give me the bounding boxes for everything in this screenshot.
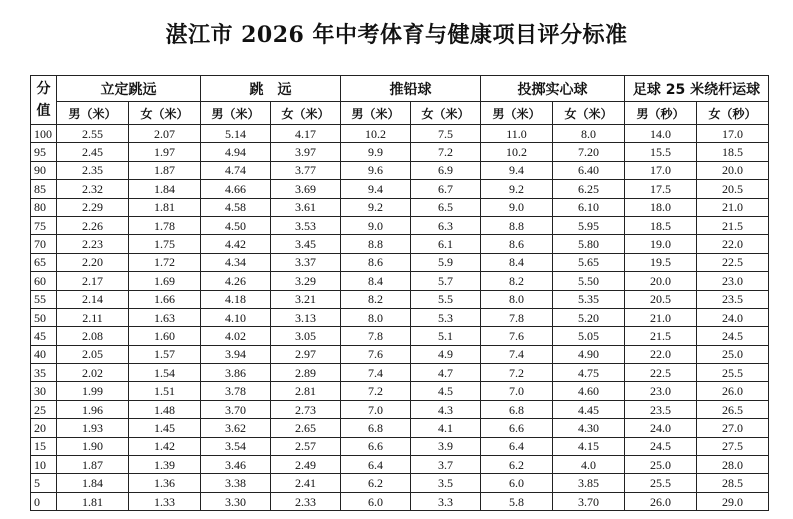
long-jump-male-cell: 5.14 bbox=[201, 125, 271, 143]
long-jump-female-cell: 2.41 bbox=[271, 474, 341, 492]
standing-long-jump-female-cell: 2.07 bbox=[129, 125, 201, 143]
table-row bbox=[31, 419, 769, 437]
medicine-ball-male-cell: 6.0 bbox=[481, 474, 553, 492]
long-jump-female-cell: 3.29 bbox=[271, 272, 341, 290]
table-row bbox=[31, 161, 769, 179]
sub-header-female: 女（米） bbox=[129, 102, 201, 125]
score-cell: 75 bbox=[31, 216, 57, 234]
football-dribble-male-cell: 15.5 bbox=[625, 143, 697, 161]
long-jump-female-cell: 2.65 bbox=[271, 419, 341, 437]
standing-long-jump-female-cell: 1.78 bbox=[129, 216, 201, 234]
medicine-ball-male-cell: 9.4 bbox=[481, 161, 553, 179]
medicine-ball-female-cell: 7.20 bbox=[553, 143, 625, 161]
medicine-ball-male-cell: 5.8 bbox=[481, 492, 553, 510]
score-header-char-2: 值 bbox=[36, 103, 51, 119]
shot-put-female-cell: 4.9 bbox=[411, 345, 481, 363]
standing-long-jump-female-cell: 1.45 bbox=[129, 419, 201, 437]
shot-put-male-cell: 6.4 bbox=[341, 456, 411, 474]
long-jump-male-cell: 4.18 bbox=[201, 290, 271, 308]
medicine-ball-male-cell: 8.0 bbox=[481, 290, 553, 308]
medicine-ball-female-cell: 6.40 bbox=[553, 161, 625, 179]
event-header-standing-long-jump: 立定跳远 bbox=[57, 76, 201, 102]
sub-header-male: 男（米） bbox=[481, 102, 553, 125]
football-dribble-male-cell: 23.5 bbox=[625, 400, 697, 418]
standing-long-jump-female-cell: 1.33 bbox=[129, 492, 201, 510]
long-jump-male-cell: 4.66 bbox=[201, 180, 271, 198]
long-jump-male-cell: 3.62 bbox=[201, 419, 271, 437]
standing-long-jump-male-cell: 2.32 bbox=[57, 180, 129, 198]
standing-long-jump-female-cell: 1.97 bbox=[129, 143, 201, 161]
standing-long-jump-female-cell: 1.69 bbox=[129, 272, 201, 290]
long-jump-female-cell: 2.89 bbox=[271, 364, 341, 382]
football-dribble-female-cell: 23.0 bbox=[697, 272, 769, 290]
long-jump-male-cell: 3.38 bbox=[201, 474, 271, 492]
football-dribble-male-cell: 25.0 bbox=[625, 456, 697, 474]
medicine-ball-male-cell: 8.6 bbox=[481, 235, 553, 253]
medicine-ball-male-cell: 9.2 bbox=[481, 180, 553, 198]
football-dribble-female-cell: 17.0 bbox=[697, 125, 769, 143]
sub-header-female: 女（米） bbox=[271, 102, 341, 125]
football-dribble-female-cell: 28.0 bbox=[697, 456, 769, 474]
sub-header-female: 女（米） bbox=[553, 102, 625, 125]
standing-long-jump-male-cell: 2.08 bbox=[57, 327, 129, 345]
standing-long-jump-male-cell: 2.26 bbox=[57, 216, 129, 234]
football-dribble-male-cell: 14.0 bbox=[625, 125, 697, 143]
long-jump-male-cell: 3.30 bbox=[201, 492, 271, 510]
medicine-ball-male-cell: 8.8 bbox=[481, 216, 553, 234]
shot-put-male-cell: 6.8 bbox=[341, 419, 411, 437]
football-dribble-female-cell: 22.5 bbox=[697, 253, 769, 271]
shot-put-male-cell: 8.8 bbox=[341, 235, 411, 253]
standing-long-jump-male-cell: 2.17 bbox=[57, 272, 129, 290]
medicine-ball-female-cell: 3.85 bbox=[553, 474, 625, 492]
football-dribble-female-cell: 26.5 bbox=[697, 400, 769, 418]
standing-long-jump-male-cell: 1.99 bbox=[57, 382, 129, 400]
scoring-standard-table bbox=[30, 75, 769, 511]
shot-put-female-cell: 4.1 bbox=[411, 419, 481, 437]
standing-long-jump-female-cell: 1.84 bbox=[129, 180, 201, 198]
score-cell: 85 bbox=[31, 180, 57, 198]
long-jump-female-cell: 2.33 bbox=[271, 492, 341, 510]
table-row bbox=[31, 345, 769, 363]
table-row bbox=[31, 400, 769, 418]
long-jump-female-cell: 2.49 bbox=[271, 456, 341, 474]
shot-put-male-cell: 8.4 bbox=[341, 272, 411, 290]
football-dribble-male-cell: 18.0 bbox=[625, 198, 697, 216]
football-dribble-male-cell: 19.0 bbox=[625, 235, 697, 253]
long-jump-male-cell: 4.50 bbox=[201, 216, 271, 234]
long-jump-male-cell: 4.34 bbox=[201, 253, 271, 271]
long-jump-male-cell: 4.26 bbox=[201, 272, 271, 290]
table-row bbox=[31, 437, 769, 455]
medicine-ball-male-cell: 7.2 bbox=[481, 364, 553, 382]
long-jump-female-cell: 3.61 bbox=[271, 198, 341, 216]
medicine-ball-male-cell: 7.0 bbox=[481, 382, 553, 400]
medicine-ball-female-cell: 3.70 bbox=[553, 492, 625, 510]
standing-long-jump-female-cell: 1.87 bbox=[129, 161, 201, 179]
table-row bbox=[31, 364, 769, 382]
long-jump-female-cell: 3.97 bbox=[271, 143, 341, 161]
shot-put-male-cell: 8.2 bbox=[341, 290, 411, 308]
table-row bbox=[31, 492, 769, 510]
score-cell: 100 bbox=[31, 125, 57, 143]
table-row bbox=[31, 290, 769, 308]
football-dribble-female-cell: 27.0 bbox=[697, 419, 769, 437]
football-dribble-male-cell: 17.0 bbox=[625, 161, 697, 179]
medicine-ball-female-cell: 5.50 bbox=[553, 272, 625, 290]
long-jump-female-cell: 2.81 bbox=[271, 382, 341, 400]
header-row-gender bbox=[31, 102, 769, 125]
shot-put-female-cell: 4.3 bbox=[411, 400, 481, 418]
score-cell: 40 bbox=[31, 345, 57, 363]
long-jump-female-cell: 4.17 bbox=[271, 125, 341, 143]
score-cell: 95 bbox=[31, 143, 57, 161]
score-header-char-1: 分 bbox=[36, 81, 51, 97]
football-dribble-male-cell: 23.0 bbox=[625, 382, 697, 400]
long-jump-male-cell: 4.42 bbox=[201, 235, 271, 253]
shot-put-male-cell: 8.0 bbox=[341, 308, 411, 326]
header-row-events bbox=[31, 76, 769, 102]
shot-put-female-cell: 6.7 bbox=[411, 180, 481, 198]
football-dribble-female-cell: 24.5 bbox=[697, 327, 769, 345]
shot-put-female-cell: 4.5 bbox=[411, 382, 481, 400]
standing-long-jump-female-cell: 1.39 bbox=[129, 456, 201, 474]
sub-header-male: 男（秒） bbox=[625, 102, 697, 125]
football-dribble-female-cell: 22.0 bbox=[697, 235, 769, 253]
long-jump-male-cell: 3.78 bbox=[201, 382, 271, 400]
shot-put-male-cell: 7.6 bbox=[341, 345, 411, 363]
standing-long-jump-male-cell: 2.55 bbox=[57, 125, 129, 143]
standing-long-jump-female-cell: 1.48 bbox=[129, 400, 201, 418]
shot-put-male-cell: 7.8 bbox=[341, 327, 411, 345]
shot-put-female-cell: 3.9 bbox=[411, 437, 481, 455]
table-row bbox=[31, 198, 769, 216]
shot-put-female-cell: 5.1 bbox=[411, 327, 481, 345]
football-dribble-female-cell: 28.5 bbox=[697, 474, 769, 492]
standing-long-jump-female-cell: 1.72 bbox=[129, 253, 201, 271]
standing-long-jump-male-cell: 2.23 bbox=[57, 235, 129, 253]
standing-long-jump-female-cell: 1.81 bbox=[129, 198, 201, 216]
football-dribble-female-cell: 25.0 bbox=[697, 345, 769, 363]
football-dribble-male-cell: 18.5 bbox=[625, 216, 697, 234]
shot-put-female-cell: 6.9 bbox=[411, 161, 481, 179]
long-jump-male-cell: 4.94 bbox=[201, 143, 271, 161]
long-jump-female-cell: 2.97 bbox=[271, 345, 341, 363]
long-jump-female-cell: 2.73 bbox=[271, 400, 341, 418]
shot-put-female-cell: 7.2 bbox=[411, 143, 481, 161]
standing-long-jump-male-cell: 2.20 bbox=[57, 253, 129, 271]
football-dribble-male-cell: 20.5 bbox=[625, 290, 697, 308]
shot-put-male-cell: 9.4 bbox=[341, 180, 411, 198]
shot-put-male-cell: 9.0 bbox=[341, 216, 411, 234]
standing-long-jump-female-cell: 1.51 bbox=[129, 382, 201, 400]
event-header-football-dribble: 足球 25 米绕杆运球 bbox=[625, 76, 769, 102]
standing-long-jump-male-cell: 2.45 bbox=[57, 143, 129, 161]
score-cell: 70 bbox=[31, 235, 57, 253]
medicine-ball-female-cell: 4.30 bbox=[553, 419, 625, 437]
medicine-ball-female-cell: 4.0 bbox=[553, 456, 625, 474]
sub-header-male: 男（米） bbox=[341, 102, 411, 125]
table-row bbox=[31, 456, 769, 474]
standing-long-jump-female-cell: 1.42 bbox=[129, 437, 201, 455]
table-row bbox=[31, 143, 769, 161]
table-row bbox=[31, 382, 769, 400]
shot-put-male-cell: 9.2 bbox=[341, 198, 411, 216]
score-cell: 30 bbox=[31, 382, 57, 400]
standing-long-jump-male-cell: 2.29 bbox=[57, 198, 129, 216]
shot-put-female-cell: 4.7 bbox=[411, 364, 481, 382]
medicine-ball-male-cell: 7.4 bbox=[481, 345, 553, 363]
sub-header-male: 男（米） bbox=[57, 102, 129, 125]
medicine-ball-male-cell: 6.4 bbox=[481, 437, 553, 455]
football-dribble-female-cell: 21.5 bbox=[697, 216, 769, 234]
football-dribble-female-cell: 25.5 bbox=[697, 364, 769, 382]
medicine-ball-female-cell: 4.15 bbox=[553, 437, 625, 455]
table-row bbox=[31, 125, 769, 143]
football-dribble-male-cell: 22.5 bbox=[625, 364, 697, 382]
score-cell: 55 bbox=[31, 290, 57, 308]
football-dribble-male-cell: 20.0 bbox=[625, 272, 697, 290]
table-row bbox=[31, 327, 769, 345]
medicine-ball-female-cell: 4.90 bbox=[553, 345, 625, 363]
medicine-ball-female-cell: 4.75 bbox=[553, 364, 625, 382]
standing-long-jump-male-cell: 2.05 bbox=[57, 345, 129, 363]
long-jump-male-cell: 3.54 bbox=[201, 437, 271, 455]
standing-long-jump-female-cell: 1.66 bbox=[129, 290, 201, 308]
score-cell: 0 bbox=[31, 492, 57, 510]
table-row bbox=[31, 253, 769, 271]
score-cell: 90 bbox=[31, 161, 57, 179]
medicine-ball-male-cell: 7.6 bbox=[481, 327, 553, 345]
medicine-ball-female-cell: 5.65 bbox=[553, 253, 625, 271]
score-cell: 45 bbox=[31, 327, 57, 345]
medicine-ball-male-cell: 7.8 bbox=[481, 308, 553, 326]
football-dribble-female-cell: 18.5 bbox=[697, 143, 769, 161]
medicine-ball-female-cell: 5.05 bbox=[553, 327, 625, 345]
standing-long-jump-female-cell: 1.75 bbox=[129, 235, 201, 253]
football-dribble-male-cell: 19.5 bbox=[625, 253, 697, 271]
long-jump-male-cell: 4.10 bbox=[201, 308, 271, 326]
medicine-ball-male-cell: 9.0 bbox=[481, 198, 553, 216]
medicine-ball-female-cell: 5.20 bbox=[553, 308, 625, 326]
medicine-ball-male-cell: 8.4 bbox=[481, 253, 553, 271]
table-row bbox=[31, 180, 769, 198]
score-cell: 15 bbox=[31, 437, 57, 455]
medicine-ball-female-cell: 5.35 bbox=[553, 290, 625, 308]
football-dribble-male-cell: 26.0 bbox=[625, 492, 697, 510]
football-dribble-male-cell: 22.0 bbox=[625, 345, 697, 363]
shot-put-male-cell: 7.4 bbox=[341, 364, 411, 382]
medicine-ball-female-cell: 6.10 bbox=[553, 198, 625, 216]
football-dribble-female-cell: 29.0 bbox=[697, 492, 769, 510]
shot-put-female-cell: 3.7 bbox=[411, 456, 481, 474]
football-dribble-female-cell: 26.0 bbox=[697, 382, 769, 400]
medicine-ball-female-cell: 5.95 bbox=[553, 216, 625, 234]
table-row bbox=[31, 272, 769, 290]
shot-put-male-cell: 10.2 bbox=[341, 125, 411, 143]
shot-put-female-cell: 5.5 bbox=[411, 290, 481, 308]
shot-put-male-cell: 7.0 bbox=[341, 400, 411, 418]
long-jump-male-cell: 4.02 bbox=[201, 327, 271, 345]
football-dribble-female-cell: 20.5 bbox=[697, 180, 769, 198]
medicine-ball-female-cell: 6.25 bbox=[553, 180, 625, 198]
long-jump-male-cell: 4.74 bbox=[201, 161, 271, 179]
table-row bbox=[31, 216, 769, 234]
football-dribble-female-cell: 20.0 bbox=[697, 161, 769, 179]
standing-long-jump-female-cell: 1.36 bbox=[129, 474, 201, 492]
football-dribble-male-cell: 21.5 bbox=[625, 327, 697, 345]
long-jump-female-cell: 3.69 bbox=[271, 180, 341, 198]
shot-put-female-cell: 3.5 bbox=[411, 474, 481, 492]
shot-put-male-cell: 6.2 bbox=[341, 474, 411, 492]
long-jump-female-cell: 3.53 bbox=[271, 216, 341, 234]
shot-put-male-cell: 7.2 bbox=[341, 382, 411, 400]
shot-put-female-cell: 6.5 bbox=[411, 198, 481, 216]
sub-header-female: 女（米） bbox=[411, 102, 481, 125]
score-cell: 5 bbox=[31, 474, 57, 492]
football-dribble-female-cell: 27.5 bbox=[697, 437, 769, 455]
shot-put-female-cell: 3.3 bbox=[411, 492, 481, 510]
football-dribble-female-cell: 21.0 bbox=[697, 198, 769, 216]
standing-long-jump-male-cell: 1.93 bbox=[57, 419, 129, 437]
long-jump-female-cell: 3.37 bbox=[271, 253, 341, 271]
event-header-medicine-ball-throw: 投掷实心球 bbox=[481, 76, 625, 102]
score-column-header bbox=[31, 76, 57, 125]
long-jump-female-cell: 3.13 bbox=[271, 308, 341, 326]
score-cell: 60 bbox=[31, 272, 57, 290]
table-row bbox=[31, 235, 769, 253]
standing-long-jump-female-cell: 1.63 bbox=[129, 308, 201, 326]
shot-put-male-cell: 8.6 bbox=[341, 253, 411, 271]
table-row bbox=[31, 308, 769, 326]
standing-long-jump-male-cell: 1.87 bbox=[57, 456, 129, 474]
score-cell: 50 bbox=[31, 308, 57, 326]
table-body bbox=[31, 125, 769, 511]
medicine-ball-male-cell: 11.0 bbox=[481, 125, 553, 143]
table-row bbox=[31, 474, 769, 492]
standing-long-jump-male-cell: 1.81 bbox=[57, 492, 129, 510]
standing-long-jump-male-cell: 2.11 bbox=[57, 308, 129, 326]
football-dribble-male-cell: 17.5 bbox=[625, 180, 697, 198]
shot-put-male-cell: 9.6 bbox=[341, 161, 411, 179]
event-header-shot-put: 推铅球 bbox=[341, 76, 481, 102]
sub-header-female: 女（秒） bbox=[697, 102, 769, 125]
medicine-ball-female-cell: 4.45 bbox=[553, 400, 625, 418]
shot-put-female-cell: 5.9 bbox=[411, 253, 481, 271]
standing-long-jump-female-cell: 1.54 bbox=[129, 364, 201, 382]
medicine-ball-female-cell: 5.80 bbox=[553, 235, 625, 253]
score-cell: 10 bbox=[31, 456, 57, 474]
standing-long-jump-male-cell: 2.35 bbox=[57, 161, 129, 179]
standing-long-jump-male-cell: 2.14 bbox=[57, 290, 129, 308]
shot-put-female-cell: 6.1 bbox=[411, 235, 481, 253]
standing-long-jump-male-cell: 1.84 bbox=[57, 474, 129, 492]
shot-put-male-cell: 6.6 bbox=[341, 437, 411, 455]
shot-put-female-cell: 5.7 bbox=[411, 272, 481, 290]
shot-put-male-cell: 9.9 bbox=[341, 143, 411, 161]
long-jump-male-cell: 3.94 bbox=[201, 345, 271, 363]
long-jump-female-cell: 3.77 bbox=[271, 161, 341, 179]
medicine-ball-male-cell: 6.2 bbox=[481, 456, 553, 474]
long-jump-female-cell: 3.05 bbox=[271, 327, 341, 345]
shot-put-female-cell: 7.5 bbox=[411, 125, 481, 143]
shot-put-female-cell: 6.3 bbox=[411, 216, 481, 234]
long-jump-male-cell: 3.46 bbox=[201, 456, 271, 474]
sub-header-male: 男（米） bbox=[201, 102, 271, 125]
score-cell: 80 bbox=[31, 198, 57, 216]
medicine-ball-female-cell: 4.60 bbox=[553, 382, 625, 400]
document-title: 湛江市 2026 年中考体育与健康项目评分标准 bbox=[165, 22, 628, 48]
table-header bbox=[31, 76, 769, 125]
long-jump-male-cell: 3.70 bbox=[201, 400, 271, 418]
score-cell: 65 bbox=[31, 253, 57, 271]
football-dribble-male-cell: 24.0 bbox=[625, 419, 697, 437]
medicine-ball-female-cell: 8.0 bbox=[553, 125, 625, 143]
medicine-ball-male-cell: 10.2 bbox=[481, 143, 553, 161]
long-jump-female-cell: 3.45 bbox=[271, 235, 341, 253]
standing-long-jump-male-cell: 2.02 bbox=[57, 364, 129, 382]
long-jump-male-cell: 4.58 bbox=[201, 198, 271, 216]
standing-long-jump-male-cell: 1.96 bbox=[57, 400, 129, 418]
long-jump-female-cell: 3.21 bbox=[271, 290, 341, 308]
standing-long-jump-male-cell: 1.90 bbox=[57, 437, 129, 455]
score-cell: 25 bbox=[31, 400, 57, 418]
event-header-long-jump: 跳 远 bbox=[201, 76, 341, 102]
medicine-ball-male-cell: 6.6 bbox=[481, 419, 553, 437]
score-cell: 35 bbox=[31, 364, 57, 382]
score-cell: 20 bbox=[31, 419, 57, 437]
football-dribble-male-cell: 21.0 bbox=[625, 308, 697, 326]
football-dribble-female-cell: 23.5 bbox=[697, 290, 769, 308]
long-jump-female-cell: 2.57 bbox=[271, 437, 341, 455]
standing-long-jump-female-cell: 1.60 bbox=[129, 327, 201, 345]
long-jump-male-cell: 3.86 bbox=[201, 364, 271, 382]
medicine-ball-male-cell: 8.2 bbox=[481, 272, 553, 290]
medicine-ball-male-cell: 6.8 bbox=[481, 400, 553, 418]
football-dribble-male-cell: 24.5 bbox=[625, 437, 697, 455]
shot-put-male-cell: 6.0 bbox=[341, 492, 411, 510]
football-dribble-female-cell: 24.0 bbox=[697, 308, 769, 326]
standing-long-jump-female-cell: 1.57 bbox=[129, 345, 201, 363]
football-dribble-male-cell: 25.5 bbox=[625, 474, 697, 492]
shot-put-female-cell: 5.3 bbox=[411, 308, 481, 326]
